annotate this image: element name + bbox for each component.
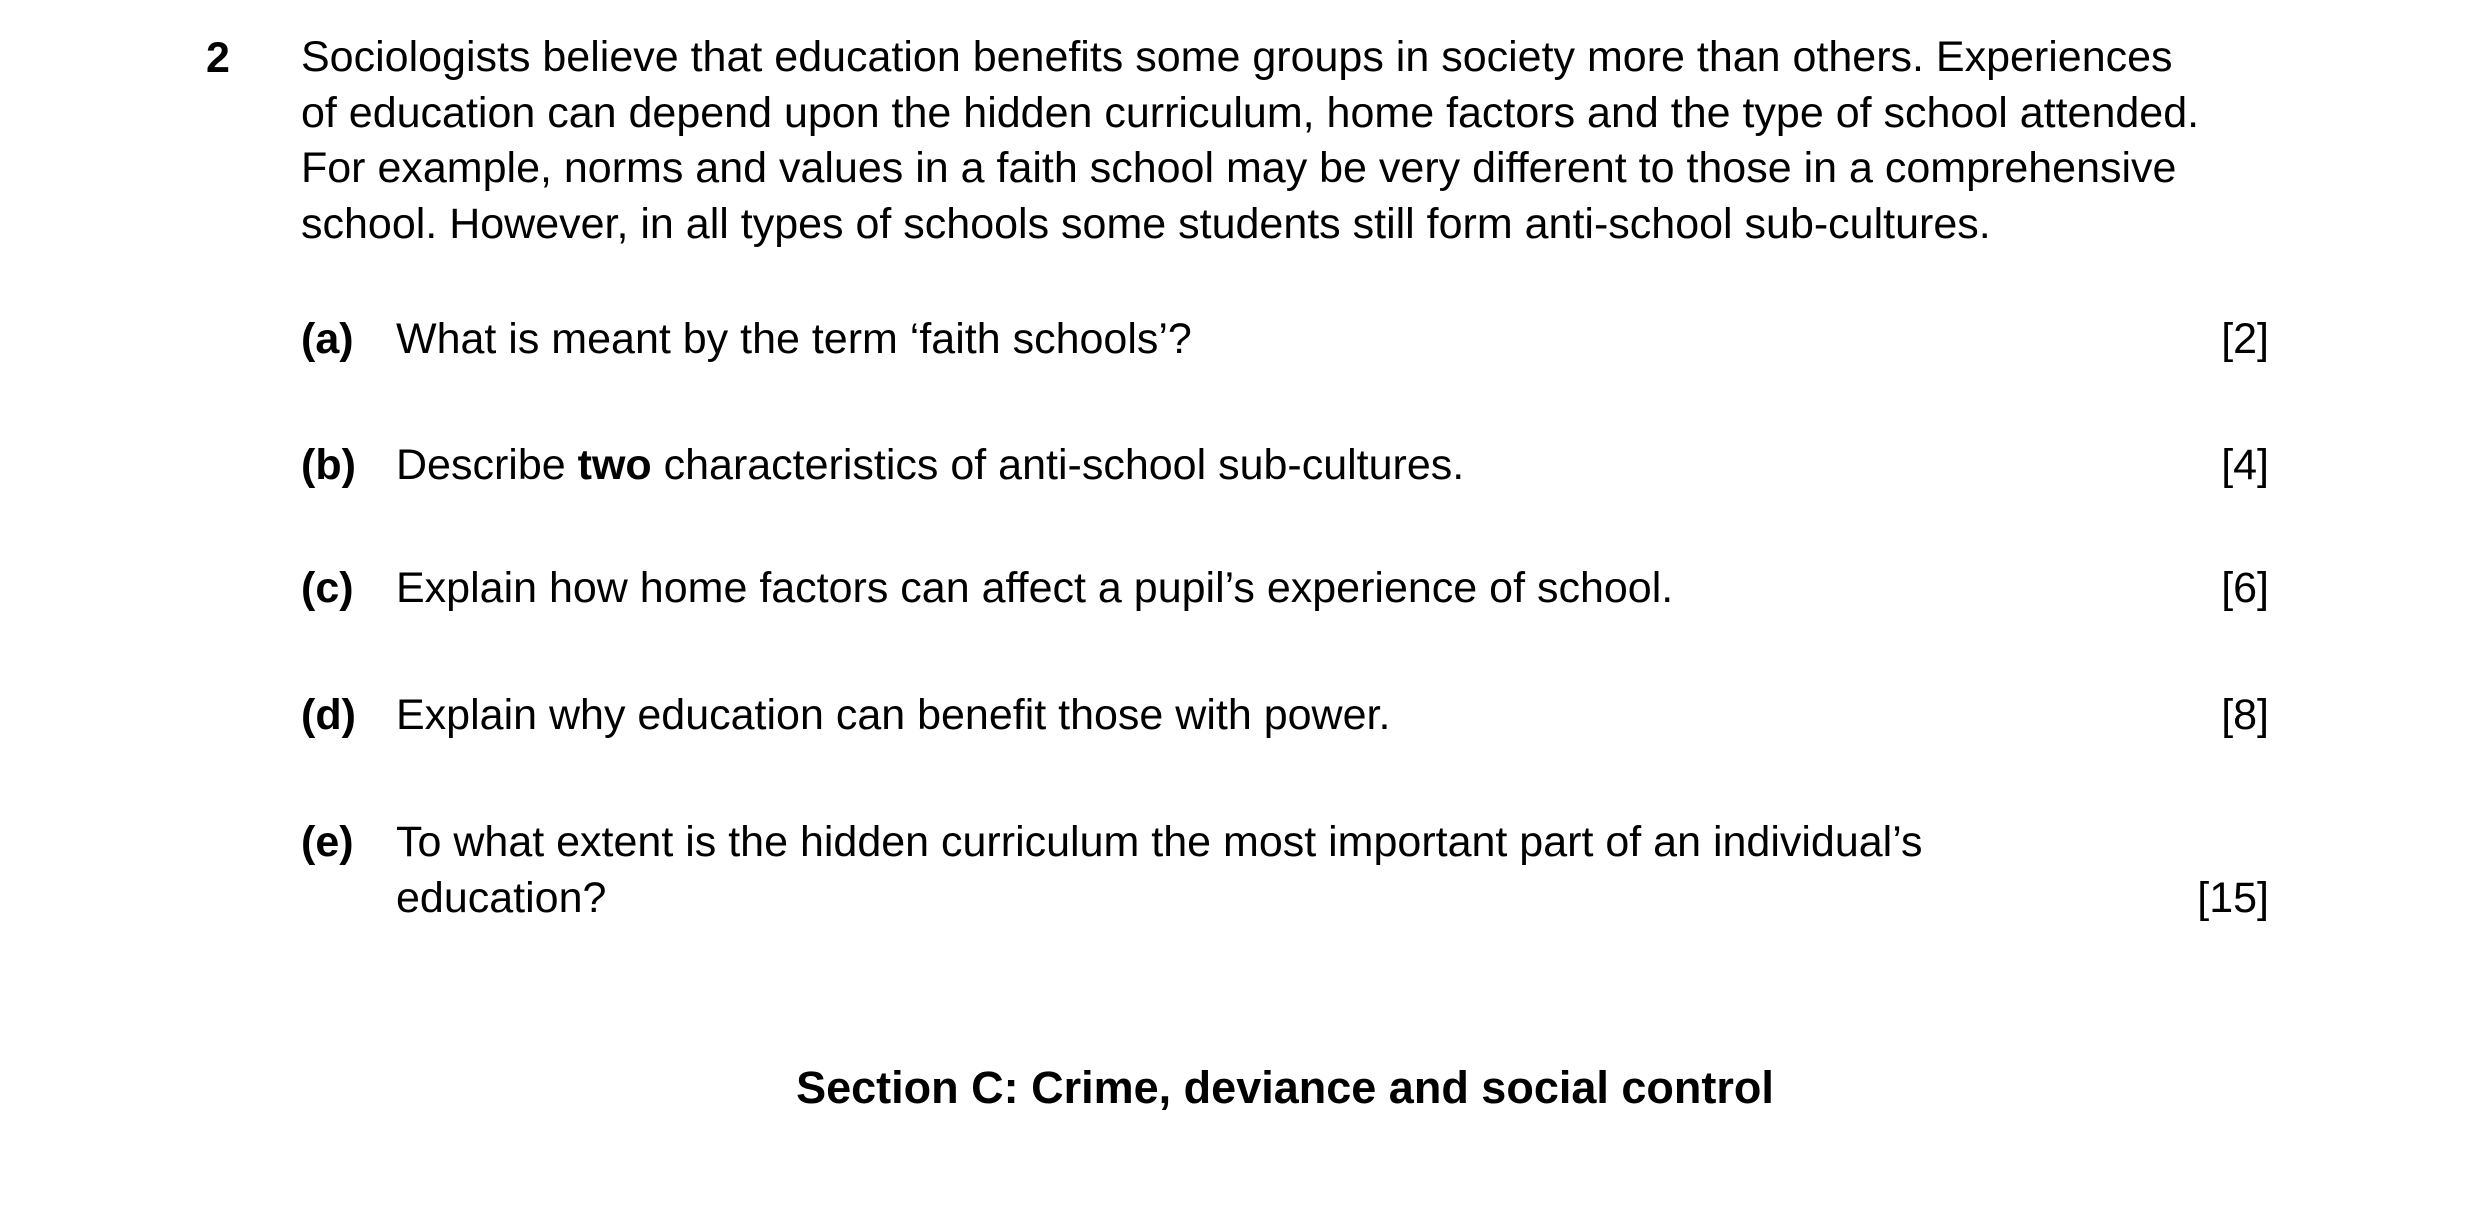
- part-question-text: Explain why education can benefit those with power.: [396, 691, 1391, 739]
- part-question-text: Explain how home factors can affect a pupil’s experience of school.: [396, 564, 1674, 612]
- question-number: 2: [206, 34, 230, 82]
- part-text-after: characteristics of anti-school sub-cultures.: [651, 441, 1465, 489]
- part-marks: [4]: [2221, 441, 2269, 489]
- part-label: (b): [301, 441, 356, 489]
- part-text-before: Describe: [396, 441, 578, 489]
- stimulus-paragraph: [301, 30, 2481, 252]
- part-text-line: To what extent is the hidden curriculum the most important part of an individual’s: [396, 818, 1923, 866]
- stimulus-line: Sociologists believe that education benefits some groups in society more than others. Experiences: [301, 33, 2173, 81]
- stimulus-line: of education can depend upon the hidden curriculum, home factors and the type of school attended.: [301, 88, 2200, 137]
- part-label: (a): [301, 315, 354, 363]
- section-heading: Section C: Crime, deviance and social control: [796, 1062, 1774, 1113]
- part-marks: [6]: [2221, 564, 2269, 612]
- part-marks: [8]: [2221, 691, 2269, 739]
- part-text-line: education?: [396, 873, 607, 922]
- part-question-text: [396, 815, 1923, 926]
- stimulus-line: For example, norms and values in a faith school may be very different to those in a comprehensive: [301, 144, 2177, 192]
- stimulus-line: school. However, in all types of schools some students still form anti-school sub-cultures.: [301, 199, 1991, 248]
- part-label: (c): [301, 564, 354, 612]
- part-question-text: What is meant by the term ‘faith schools’?: [396, 315, 1192, 363]
- part-marks: [2]: [2221, 315, 2269, 363]
- part-label: (d): [301, 691, 356, 739]
- part-text-emphasis: two: [577, 441, 652, 489]
- part-label: (e): [301, 818, 354, 866]
- part-marks: [15]: [2197, 873, 2269, 922]
- part-question-text: [396, 438, 1464, 494]
